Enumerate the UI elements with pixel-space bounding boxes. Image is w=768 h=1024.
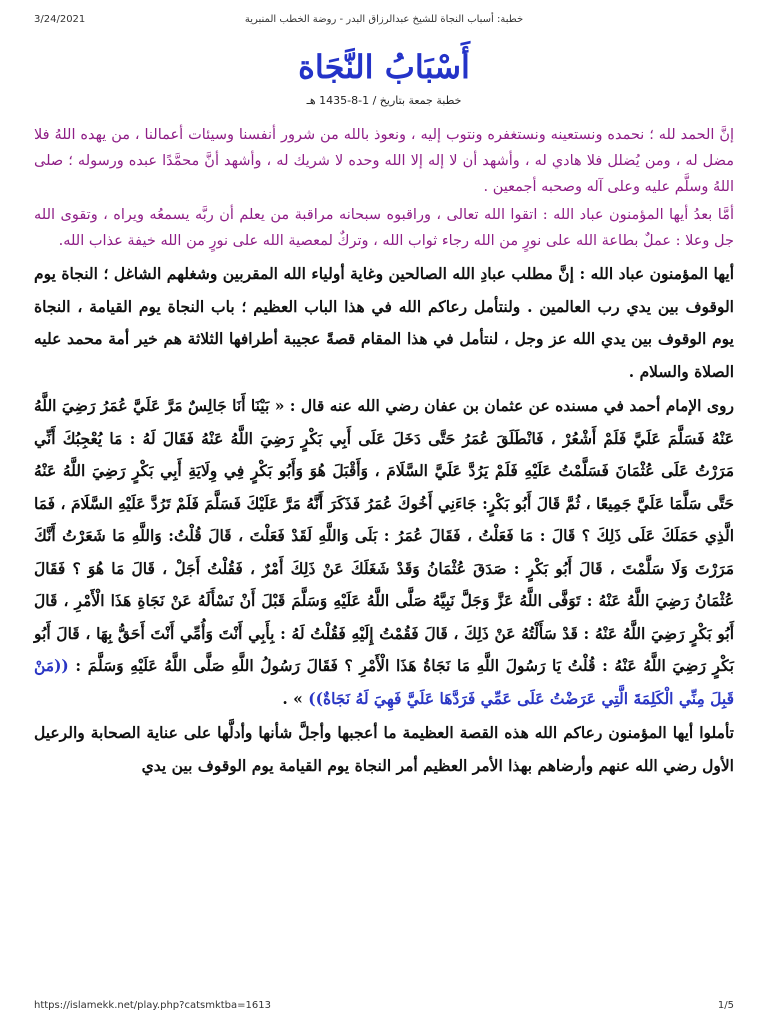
- exhortation-paragraph: أمَّا بعدُ أيها المؤمنون عباد الله : اتقوا الله تعالى ، وراقبوه سبحانه مراقبة من يعلم أن ربَّه يسمعُه ويراه ، وتقوى الله جل وعلا : عملٌ بطاعة الله على نورٍ من الله رجاء ثواب الله ، وتركٌ لمعصية الله على نورٍ من الله خيفة عذاب الله.: [34, 207, 734, 249]
- article-body: [34, 122, 734, 782]
- page-number: 1/5: [717, 1000, 734, 1011]
- page-title: أَسْبَابُ النَّجَاة: [298, 48, 470, 86]
- hadith-paragraph: [34, 390, 734, 715]
- page-url: https://islamekk.net/play.php?catsmktba=1613: [34, 1000, 271, 1011]
- document-title: خطبة: أسباب النجاة للشيخ عبدالرزاق البدر - روضة الخطب المنبرية: [244, 14, 524, 25]
- print-footer: [34, 1000, 734, 1014]
- hadith-close: » .: [282, 688, 309, 708]
- sermon-date: خطبة جمعة بتاريخ / 1-8-1435 هـ: [306, 94, 462, 107]
- body-paragraph-1: أيها المؤمنون عباد الله : إنَّ مطلب عبادِ الله الصالحين وغاية أولياء الله المقربين وشغلهم الشاغل ؛ النجاة يوم الوقوف بين يدي رب العالمين . ولنتأمل رعاكم الله في هذا الباب العظيم ؛ باب النجاة يوم القيامة ، النجاة يوم الوقوف بين يدي الله عز وجل ، لنتأمل في هذا المقام قصةً عجيبة أطرافها الثلاثة هم خير أمة محمد عليه الصلاة والسلام .: [34, 264, 734, 381]
- print-date: 3/24/2021: [34, 14, 86, 25]
- opening-paragraph: إنَّ الحمد لله ؛ نحمده ونستعينه ونستغفره ونتوب إليه ، ونعوذ بالله من شرور أنفسنا وسيئات أعمالنا ، من يهده اللهُ فلا مضل له ، ومن يُضلل فلا هادي له ، وأشهد أن لا إله إلا الله وحده لا شريك له ، وأشهد أنَّ محمَّدًا عبده ورسوله ؛ صلى اللهُ وسلَّم عليه وعلى آله وصحبه أجمعين .: [34, 127, 734, 195]
- body-paragraph-2: تأملوا أيها المؤمنون رعاكم الله هذه القصة العظيمة ما أعجبها وأجلَّ شأنها وأدلَّها على عناية الصحابة والرعيل الأول رضي الله عنهم وأرضاهم بهذا الأمر العظيم أمر النجاة يوم القيامة يوم الوقوف بين يدي: [34, 723, 734, 775]
- hadith-quote: ((مَنْ قَبِلَ مِنِّي الْكَلِمَةَ الَّتِي عَرَضْتُ عَلَى عَمِّي فَرَدَّهَا عَلَيَّ فَهِيَ لَهُ نَجَاةٌ)): [34, 656, 734, 708]
- hadith-text: روى الإمام أحمد في مسنده عن عثمان بن عفان رضي الله عنه قال : « بَيْنَا أَنَا جَالِسٌ مَرَّ عَلَيَّ عُمَرُ رَضِيَ اللَّهُ عَنْهُ فَسَلَّمَ عَلَيَّ فَلَمْ أَشْعُرْ ، فَانْطَلَقَ عُمَرُ حَتَّى دَخَلَ عَلَى أَبِي بَكْرٍ رَضِيَ اللَّهُ عَنْهُ فَقَالَ لَهُ : مَا يُعْجِبُكَ أَنِّي مَرَرْتُ عَلَى عُثْمَانَ فَسَلَّمْتُ عَلَيْهِ فَلَمْ يَرُدَّ عَلَيَّ السَّلَامَ ، وَأَقْبَلَ هُوَ وَأَبُو بَكْرٍ فِي وِلَايَةِ أَبِي بَكْرٍ رَضِيَ اللَّهُ عَنْهُ حَتَّى سَلَّمَا عَلَيَّ جَمِيعًا ، ثُمَّ قَالَ أَبُو بَكْرٍ: جَاءَنِي أَخُوكَ عُمَرُ فَذَكَرَ أَنَّهُ مَرَّ عَلَيْكَ فَسَلَّمَ فَلَمْ تَرُدَّ عَلَيْهِ السَّلَامَ ، فَمَا الَّذِي حَمَلَكَ عَلَى ذَلِكَ ؟ قَالَ : مَا فَعَلْتُ ، فَقَالَ عُمَرُ : بَلَى وَاللَّهِ لَقَدْ فَعَلْتَ ، قَالَ قُلْتُ: وَاللَّهِ مَا شَعَرْتُ أَنَّكَ مَرَرْتَ وَلَا سَلَّمْتَ ، قَالَ أَبُو بَكْرٍ : صَدَقَ عُثْمَانُ وَقَدْ شَغَلَكَ عَنْ ذَلِكَ أَمْرٌ ، فَقُلْتُ أَجَلْ ، قَالَ مَا هُوَ ؟ فَقَالَ عُثْمَانُ رَضِيَ اللَّهُ عَنْهُ : تَوَفَّى اللَّهُ عَزَّ وَجَلَّ نَبِيَّهُ صَلَّى اللَّهُ عَلَيْهِ وَسَلَّمَ قَبْلَ أَنْ نَسْأَلَهُ عَنْ نَجَاةِ هَذَا الْأَمْرِ ، قَالَ أَبُو بَكْرٍ رَضِيَ اللَّهُ عَنْهُ : قَدْ سَأَلْتُهُ عَنْ ذَلِكَ ، قَالَ فَقُمْتُ إِلَيْهِ فَقُلْتُ لَهُ : بِأَبِي أَنْتَ وَأُمِّي أَنْتَ أَحَقُّ بِهَا ، قَالَ أَبُو بَكْرٍ رَضِيَ اللَّهُ عَنْهُ : قُلْتُ يَا رَسُولَ اللَّهِ مَا نَجَاةُ هَذَا الْأَمْرِ ؟ فَقَالَ رَسُولُ اللَّهِ صَلَّى اللَّهُ عَلَيْهِ وَسَلَّمَ :: [34, 396, 734, 675]
- print-header: [34, 12, 734, 28]
